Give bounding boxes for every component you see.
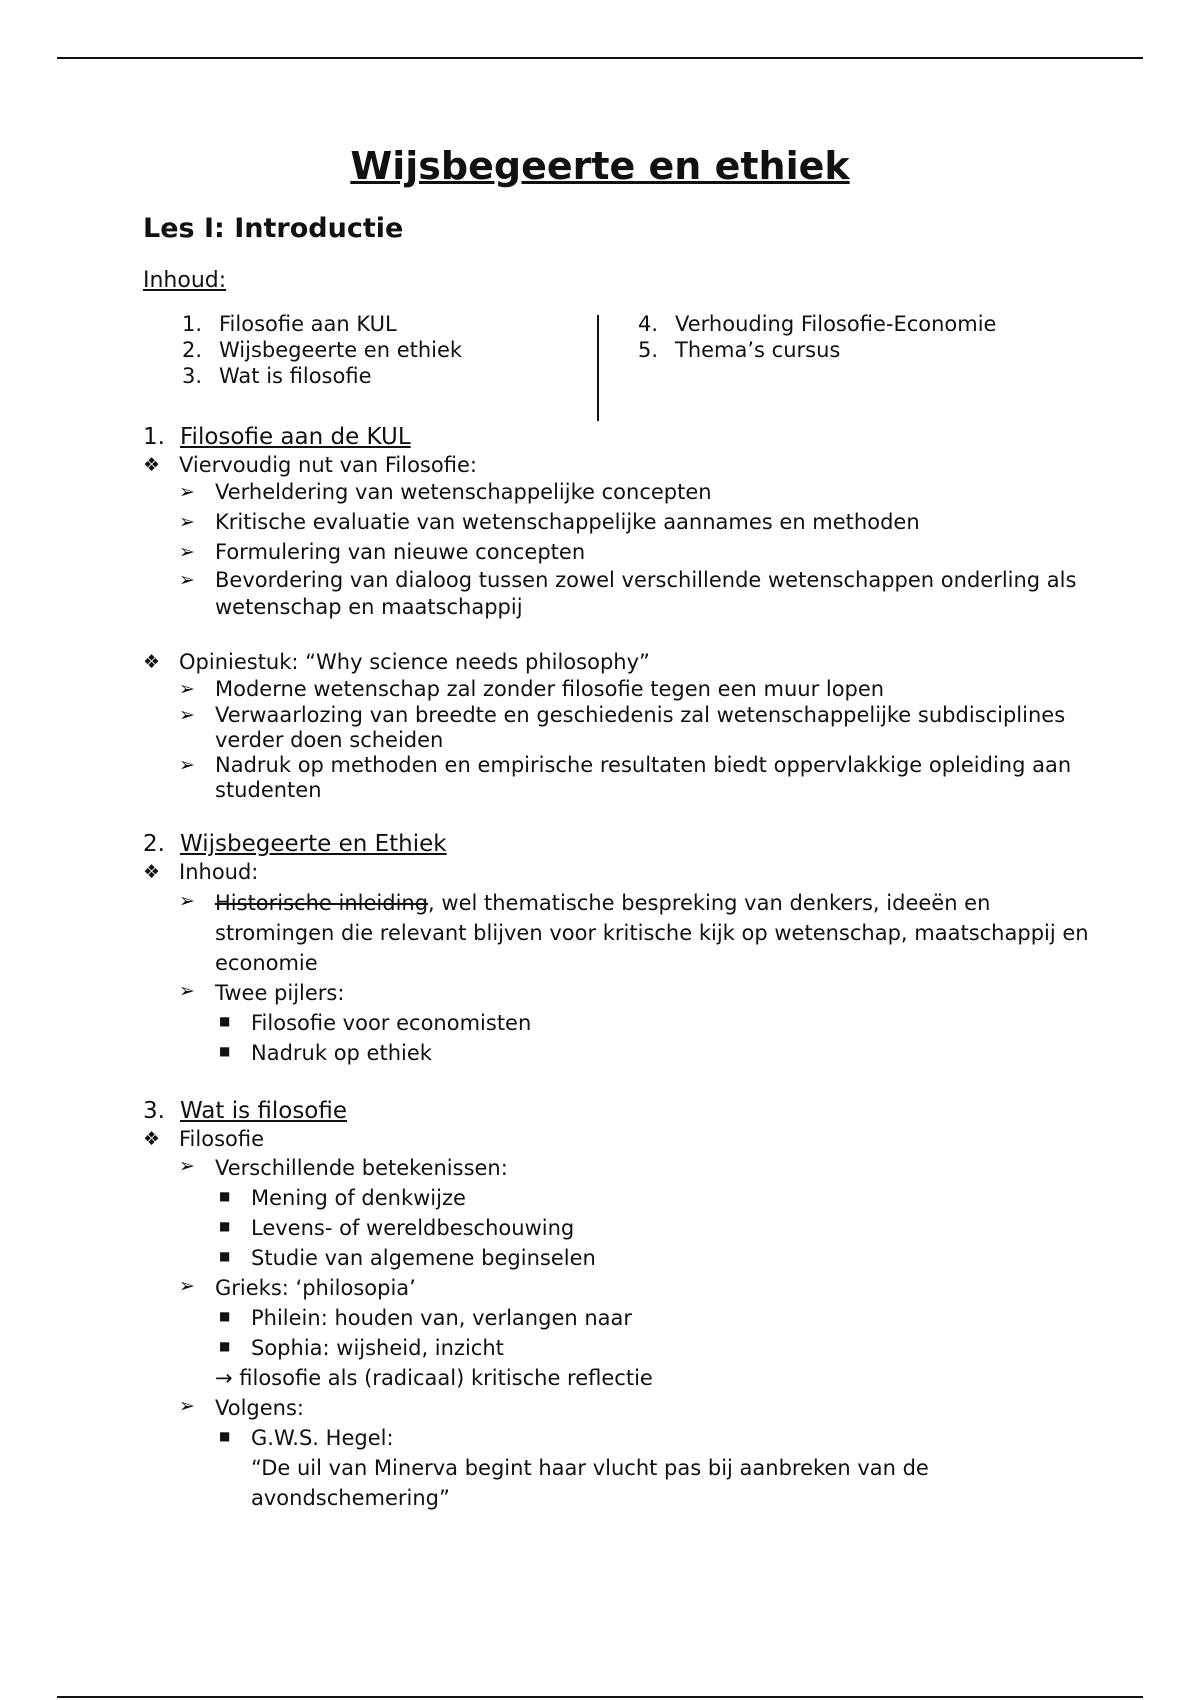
arrow-bullet-icon: ➢ — [179, 890, 195, 912]
toc-label: Thema’s cursus — [675, 338, 841, 362]
document-body — [143, 422, 1103, 1513]
diamond-bullet-icon: ❖ — [143, 1128, 161, 1150]
toc-number: 5. — [638, 338, 659, 362]
bullet-text: Studie van algemene beginselen — [251, 1246, 596, 1270]
section-title: Wat is filosofie — [180, 1098, 348, 1124]
section-number: 2. — [143, 831, 165, 857]
sub-bullet-item — [143, 1273, 1103, 1303]
lesson-heading: Les I: Introductie — [143, 213, 404, 244]
arrow-bullet-icon: ➢ — [179, 569, 195, 591]
footer-rule — [57, 1696, 1143, 1698]
toc-item — [182, 311, 462, 337]
square-bullet-item — [143, 1303, 1103, 1333]
arrow-bullet-icon: ➢ — [179, 481, 195, 503]
bullet-text: Inhoud: — [179, 860, 259, 884]
sub-bullet-item — [143, 978, 1103, 1008]
section-heading — [143, 1096, 1103, 1126]
bullet-item — [143, 1126, 1103, 1153]
square-bullet-icon: ■ — [219, 1339, 231, 1353]
quote-author: G.W.S. Hegel: — [251, 1426, 394, 1450]
square-bullet-icon: ■ — [219, 1309, 231, 1323]
square-bullet-icon: ■ — [219, 1014, 231, 1028]
bullet-text: Volgens: — [215, 1396, 304, 1420]
section-heading — [143, 422, 1103, 452]
toc-number: 1. — [182, 312, 203, 336]
bullet-text: Kritische evaluatie van wetenschappelijke aannames en methoden — [215, 510, 920, 534]
toc-label: Verhouding Filosofie-Economie — [675, 312, 997, 336]
sub-bullet-item — [143, 509, 1103, 536]
bullet-text: Viervoudig nut van Filosofie: — [179, 453, 477, 477]
sub-bullet-item — [143, 539, 1103, 566]
toc-left-column — [182, 311, 462, 389]
square-bullet-icon: ■ — [219, 1219, 231, 1233]
toc-number: 4. — [638, 312, 659, 336]
square-bullet-item — [143, 1038, 1103, 1068]
square-bullet-icon: ■ — [219, 1044, 231, 1058]
bullet-text — [251, 1423, 1103, 1513]
bullet-text: Sophia: wijsheid, inzicht — [251, 1336, 504, 1360]
arrow-bullet-icon: ➢ — [179, 1155, 195, 1177]
bullet-text: Bevordering van dialoog tussen zowel verschillende wetenschappen onderling als wetenschap en maatschappij — [215, 568, 1077, 619]
sub-bullet-item — [143, 479, 1103, 506]
sub-bullet-item — [143, 1153, 1103, 1183]
bullet-text: Philein: houden van, verlangen naar — [251, 1306, 633, 1330]
bullet-text: Verheldering van wetenschappelijke concepten — [215, 480, 712, 504]
diamond-bullet-icon: ❖ — [143, 454, 161, 476]
sub-bullet-item — [143, 1393, 1103, 1423]
bullet-text: Mening of denkwijze — [251, 1186, 466, 1210]
bullet-text: Verwaarlozing van breedte en geschiedenis zal wetenschappelijke subdisciplines verder doen scheiden — [215, 703, 1066, 752]
toc-item — [638, 337, 996, 363]
sub-bullet-item — [143, 703, 1103, 753]
toc-label: Filosofie aan KUL — [219, 312, 397, 336]
square-bullet-item — [143, 1183, 1103, 1213]
bullet-text: Grieks: ‘philosopia’ — [215, 1276, 416, 1300]
toc-item — [182, 337, 462, 363]
arrow-note: → filosofie als (radicaal) kritische reflectie — [215, 1366, 653, 1390]
section-number: 1. — [143, 424, 165, 450]
arrow-bullet-icon: ➢ — [179, 1395, 195, 1417]
square-bullet-item — [143, 1333, 1103, 1363]
square-bullet-item — [143, 1008, 1103, 1038]
toc-divider — [597, 315, 599, 421]
bullet-text: Moderne wetenschap zal zonder filosofie tegen een muur lopen — [215, 677, 885, 701]
bullet-text: Opiniestuk: “Why science needs philosophy” — [179, 650, 650, 674]
bullet-text: Nadruk op methoden en empirische resultaten biedt oppervlakkige opleiding aan studenten — [215, 753, 1072, 802]
toc-item — [182, 363, 462, 389]
arrow-bullet-icon: ➢ — [179, 1275, 195, 1297]
sub-bullet-item — [143, 888, 1103, 978]
square-bullet-icon: ■ — [219, 1189, 231, 1203]
section-heading — [143, 829, 1103, 859]
toc-label: Wat is filosofie — [219, 364, 372, 388]
section-title: Wijsbegeerte en Ethiek — [180, 831, 447, 857]
diamond-bullet-icon: ❖ — [143, 861, 161, 883]
square-bullet-item — [143, 1423, 1103, 1513]
contents-label: Inhoud: — [143, 268, 227, 293]
arrow-bullet-icon: ➢ — [179, 754, 195, 776]
toc-item — [638, 311, 996, 337]
diamond-bullet-icon: ❖ — [143, 651, 161, 673]
bullet-item — [143, 452, 1103, 479]
header-rule — [57, 57, 1143, 59]
struck-text: Historische inleiding — [215, 891, 429, 915]
sub-bullet-item — [143, 676, 1103, 703]
bullet-item — [143, 649, 1103, 676]
arrow-bullet-icon: ➢ — [179, 980, 195, 1002]
sub-bullet-item — [143, 567, 1103, 621]
bullet-text-rest: , wel thematische bespreking van denkers, ideeën en stromingen die relevant blijven voor kritische kijk op wetenschap, maatschappij en economie — [215, 891, 1089, 975]
toc-label: Wijsbegeerte en ethiek — [219, 338, 463, 362]
toc-number: 3. — [182, 364, 203, 388]
bullet-text: Twee pijlers: — [215, 981, 345, 1005]
square-bullet-item — [143, 1243, 1103, 1273]
bullet-text — [215, 888, 1103, 978]
document-title: Wijsbegeerte en ethiek — [350, 144, 850, 188]
square-bullet-icon: ■ — [219, 1429, 231, 1443]
section-number: 3. — [143, 1098, 165, 1124]
bullet-text: Verschillende betekenissen: — [215, 1156, 508, 1180]
arrow-bullet-icon: ➢ — [179, 678, 195, 700]
bullet-text: Filosofie — [179, 1127, 265, 1151]
bullet-text: Formulering van nieuwe concepten — [215, 540, 586, 564]
arrow-bullet-icon: ➢ — [179, 511, 195, 533]
toc-right-column — [638, 311, 996, 363]
bullet-text: Nadruk op ethiek — [251, 1041, 432, 1065]
toc-number: 2. — [182, 338, 203, 362]
bullet-text: Levens- of wereldbeschouwing — [251, 1216, 575, 1240]
arrow-bullet-icon: ➢ — [179, 704, 195, 726]
square-bullet-item — [143, 1213, 1103, 1243]
bullet-text: Filosofie voor economisten — [251, 1011, 532, 1035]
bullet-item — [143, 859, 1103, 886]
section-title: Filosofie aan de KUL — [180, 424, 411, 450]
sub-bullet-item — [143, 753, 1103, 803]
quote-text: “De uil van Minerva begint haar vlucht pas bij aanbreken van de avondschemering” — [251, 1456, 929, 1510]
arrow-bullet-icon: ➢ — [179, 541, 195, 563]
square-bullet-icon: ■ — [219, 1249, 231, 1263]
